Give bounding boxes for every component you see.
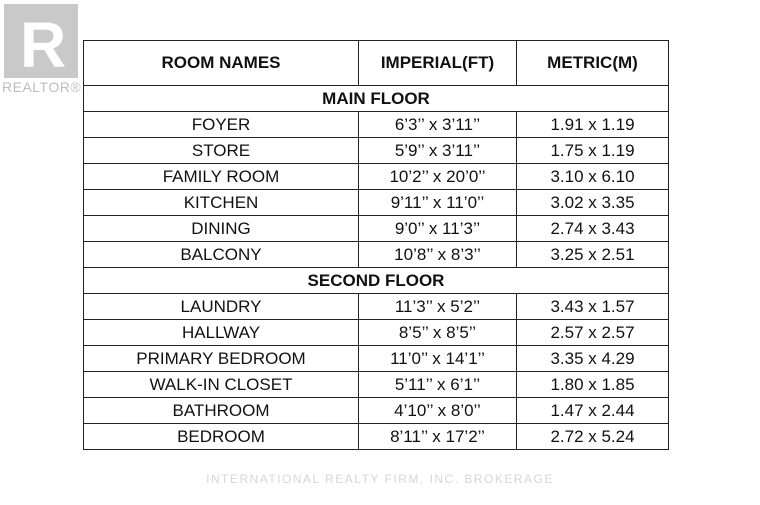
header-row: [84, 41, 669, 86]
metric-cell: 3.25 x 2.51: [517, 242, 669, 268]
imperial-cell: 9’0’’ x 11’3’’: [359, 216, 517, 242]
header-room-names: ROOM NAMES: [84, 41, 359, 86]
imperial-cell: 11’0’’ x 14’1’’: [359, 346, 517, 372]
table-row: [84, 112, 669, 138]
imperial-cell: 11’3’’ x 5’2’’: [359, 294, 517, 320]
table-row: [84, 320, 669, 346]
room-name-cell: KITCHEN: [84, 190, 359, 216]
room-name-cell: HALLWAY: [84, 320, 359, 346]
room-name-cell: BEDROOM: [84, 424, 359, 450]
table-row: [84, 372, 669, 398]
section-row: [84, 268, 669, 294]
metric-cell: 3.10 x 6.10: [517, 164, 669, 190]
metric-cell: 3.43 x 1.57: [517, 294, 669, 320]
table-row: [84, 242, 669, 268]
room-name-cell: WALK-IN CLOSET: [84, 372, 359, 398]
imperial-cell: 4’10’’ x 8’0’’: [359, 398, 517, 424]
metric-cell: 1.80 x 1.85: [517, 372, 669, 398]
room-name-cell: DINING: [84, 216, 359, 242]
imperial-cell: 5’9’’ x 3’11’’: [359, 138, 517, 164]
table-row: [84, 398, 669, 424]
section-title: MAIN FLOOR: [84, 86, 669, 112]
table-row: [84, 164, 669, 190]
realtor-logo-letter: R: [20, 9, 67, 81]
realtor-logo: [0, 0, 88, 98]
room-name-cell: LAUNDRY: [84, 294, 359, 320]
room-name-cell: PRIMARY BEDROOM: [84, 346, 359, 372]
realtor-logo-mark: [4, 4, 78, 81]
header-metric: METRIC(M): [517, 41, 669, 86]
table-row: [84, 216, 669, 242]
room-name-cell: FOYER: [84, 112, 359, 138]
room-name-cell: BALCONY: [84, 242, 359, 268]
room-dimensions-table: [83, 40, 669, 450]
realtor-logo-text: REALTOR®: [2, 79, 82, 95]
metric-cell: 1.75 x 1.19: [517, 138, 669, 164]
room-name-cell: STORE: [84, 138, 359, 164]
metric-cell: 1.47 x 2.44: [517, 398, 669, 424]
table-row: [84, 190, 669, 216]
room-name-cell: BATHROOM: [84, 398, 359, 424]
brokerage-watermark: INTERNATIONAL REALTY FIRM, INC. BROKERAGE: [206, 472, 554, 486]
metric-cell: 2.72 x 5.24: [517, 424, 669, 450]
section-row: [84, 86, 669, 112]
imperial-cell: 9’11’’ x 11’0’’: [359, 190, 517, 216]
imperial-cell: 10’8’’ x 8’3’’: [359, 242, 517, 268]
table-row: [84, 346, 669, 372]
imperial-cell: 8’5’’ x 8’5’’: [359, 320, 517, 346]
imperial-cell: 5’11’’ x 6’1’’: [359, 372, 517, 398]
metric-cell: 1.91 x 1.19: [517, 112, 669, 138]
imperial-cell: 8’11’’ x 17’2’’: [359, 424, 517, 450]
table-row: [84, 424, 669, 450]
imperial-cell: 6’3’’ x 3’11’’: [359, 112, 517, 138]
metric-cell: 3.35 x 4.29: [517, 346, 669, 372]
imperial-cell: 10’2’’ x 20’0’’: [359, 164, 517, 190]
table-row: [84, 294, 669, 320]
header-imperial: IMPERIAL(FT): [359, 41, 517, 86]
section-title: SECOND FLOOR: [84, 268, 669, 294]
table-row: [84, 138, 669, 164]
metric-cell: 2.74 x 3.43: [517, 216, 669, 242]
metric-cell: 3.02 x 3.35: [517, 190, 669, 216]
metric-cell: 2.57 x 2.57: [517, 320, 669, 346]
room-name-cell: FAMILY ROOM: [84, 164, 359, 190]
